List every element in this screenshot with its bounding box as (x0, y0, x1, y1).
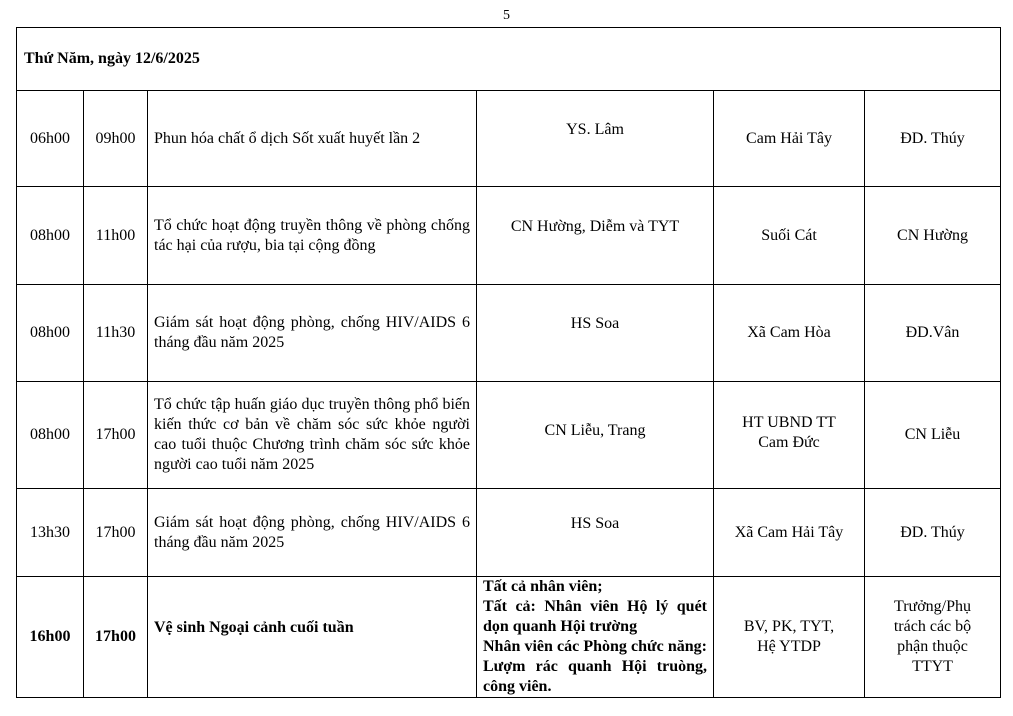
staff-line: Tất cả nhân viên; (483, 578, 603, 595)
page-number: 5 (503, 8, 510, 23)
location-text: HT UBND TT Cam Đức (742, 414, 836, 451)
lead-cell: ĐD. Thúy (865, 91, 1001, 187)
end-time: 17h00 (84, 489, 148, 577)
location-cell: Xã Cam Hòa (714, 285, 865, 382)
lead-text: Trưởng/Phụ trách các bộ phận thuộc TTYT (893, 598, 972, 675)
staff-text: YS. Lâm (566, 120, 624, 138)
schedule-table (16, 27, 1001, 698)
activity-text: Giám sát hoạt động phòng, chống HIV/AIDS 6 tháng đầu năm 2025 (154, 513, 470, 551)
staff-cell (477, 577, 714, 698)
staff-text: CN Liễu, Trang (544, 422, 646, 439)
staff-cell (477, 187, 714, 285)
table-row (17, 382, 1001, 489)
end-time: 09h00 (84, 91, 148, 187)
lead-cell: ĐD.Vân (865, 285, 1001, 382)
start-time: 08h00 (17, 382, 84, 489)
activity-cell (148, 91, 477, 187)
staff-text: HS Soa (570, 315, 620, 332)
activity-text: Phun hóa chất ổ dịch Sốt xuất huyết lần 2 (154, 129, 421, 147)
start-time: 06h00 (17, 91, 84, 187)
end-time: 11h30 (84, 285, 148, 382)
lead-cell: CN Liễu (865, 382, 1001, 489)
activity-cell (148, 382, 477, 489)
lead-cell: CN Hường (865, 187, 1001, 285)
start-time: 08h00 (17, 285, 84, 382)
staff-lines (477, 577, 713, 697)
table-row (17, 187, 1001, 285)
day-header-row (17, 28, 1001, 91)
staff-line: Nhân viên các Phòng chức năng: Lượm rác quanh Hội truòng, công viên. (483, 638, 707, 695)
staff-cell (477, 489, 714, 577)
end-time: 17h00 (84, 577, 148, 698)
activity-cell (148, 577, 477, 698)
table-row (17, 91, 1001, 187)
location-cell: Xã Cam Hải Tây (714, 489, 865, 577)
activity-text: Giám sát hoạt động phòng, chống HIV/AIDS 6 tháng đầu năm 2025 (154, 314, 470, 351)
table-row (17, 285, 1001, 382)
staff-line: Tất cả: Nhân viên Hộ lý quét dọn quanh Hội trường (483, 598, 707, 635)
table-row (17, 577, 1001, 698)
activity-cell (148, 489, 477, 577)
staff-cell (477, 382, 714, 489)
location-cell (714, 382, 865, 489)
lead-cell (865, 577, 1001, 698)
activity-text: Tổ chức tập huấn giáo dục truyền thông phổ biến kiến thức cơ bản về chăm sóc sức khỏe người cao tuổi thuộc Chương trình chăm sóc sức khỏe người cao tuổi năm 2025 (154, 396, 470, 473)
table-row (17, 489, 1001, 577)
location-text: BV, PK, TYT, Hệ YTDP (743, 618, 835, 655)
end-time: 11h00 (84, 187, 148, 285)
activity-cell (148, 285, 477, 382)
start-time: 13h30 (17, 489, 84, 577)
start-time: 08h00 (17, 187, 84, 285)
staff-cell (477, 91, 714, 187)
activity-text: Vệ sinh Ngoại cảnh cuối tuần (154, 619, 354, 636)
lead-cell: ĐD. Thúy (865, 489, 1001, 577)
location-cell: Cam Hải Tây (714, 91, 865, 187)
activity-text: Tổ chức hoạt động truyền thông về phòng chống tác hại của rượu, bia tại cộng đồng (154, 216, 470, 254)
staff-cell (477, 285, 714, 382)
day-header: Thứ Năm, ngày 12/6/2025 (17, 28, 1001, 91)
location-cell (714, 577, 865, 698)
end-time: 17h00 (84, 382, 148, 489)
activity-cell (148, 187, 477, 285)
staff-text: CN Hường, Diễm và TYT (510, 217, 680, 235)
start-time: 16h00 (17, 577, 84, 698)
location-cell: Suối Cát (714, 187, 865, 285)
staff-text: HS Soa (570, 514, 620, 532)
